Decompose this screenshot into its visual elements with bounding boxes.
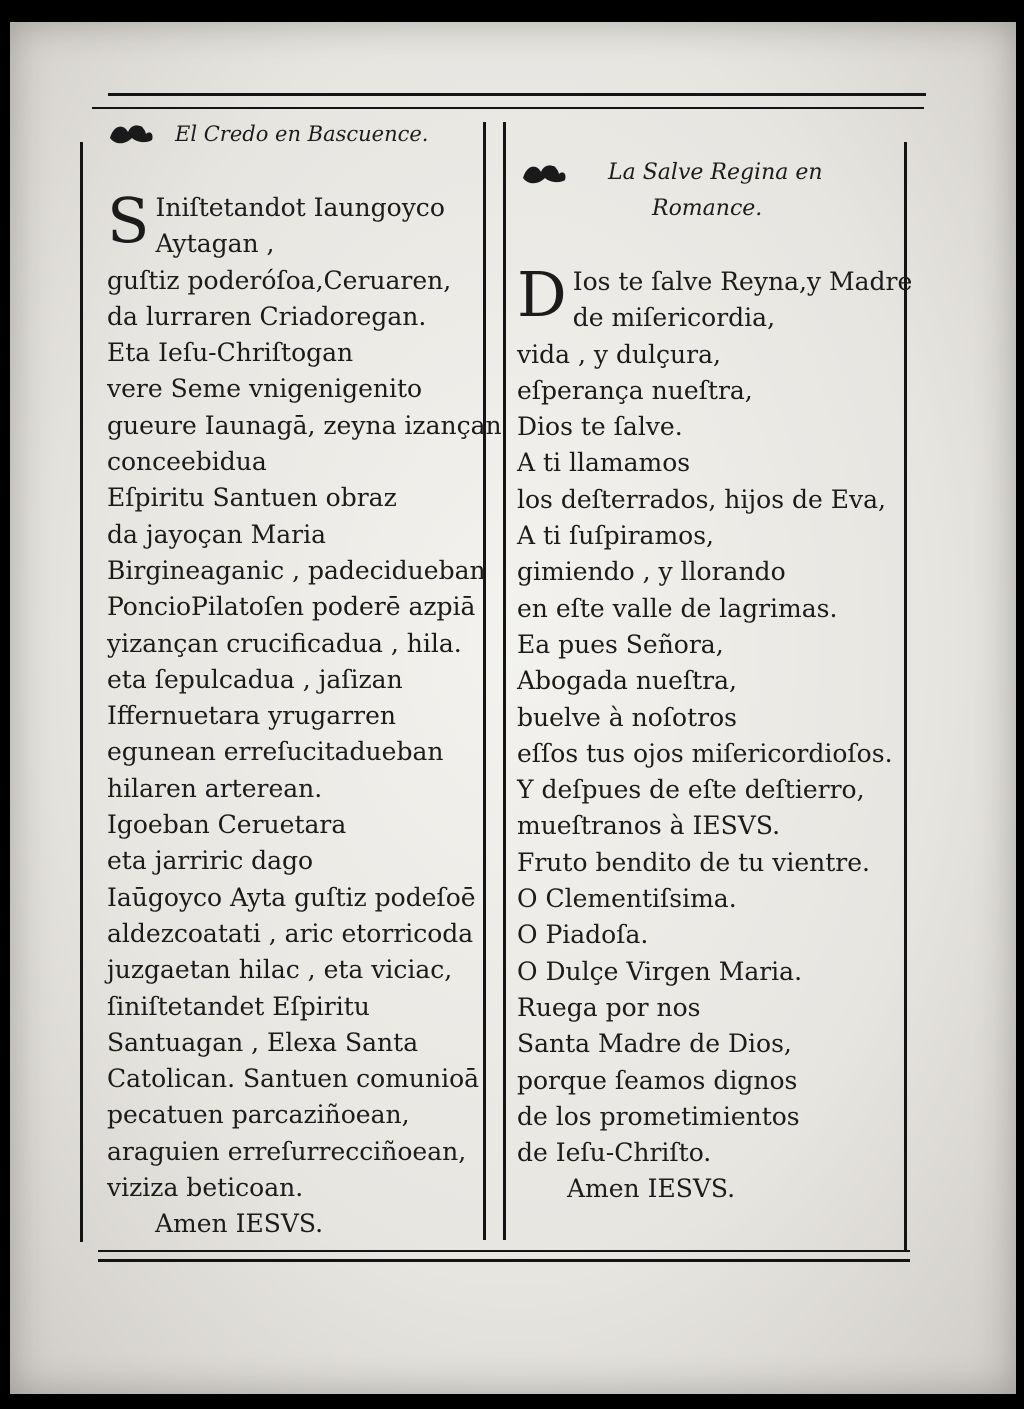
text-line: Y deſpues de eſte deſtierro,: [517, 775, 865, 805]
text-line: ſiniſtetandet Eſpiritu: [107, 991, 370, 1021]
text-line: viziza beticoan.: [107, 1173, 304, 1203]
text-line: da jayoçan Maria: [107, 519, 326, 549]
text-line: vere Seme vnigenigenito: [107, 374, 423, 404]
right-header-line1: La Salve Regina en: [608, 160, 823, 185]
right-second-line: de miſericordia,: [572, 303, 776, 333]
text-line: hilaren arterean.: [107, 773, 323, 803]
text-line: Dios te ſalve.: [517, 412, 683, 442]
text-line: Santa Madre de Dios,: [517, 1029, 792, 1059]
top-rule-outer: [108, 93, 926, 96]
text-line: gueure Iaunagā, zeyna izançan: [107, 410, 502, 440]
text-line: pecatuen parcaziñoean,: [107, 1100, 410, 1130]
text-line: juzgaetan hilac , eta viciac,: [107, 955, 453, 985]
text-line: gimiendo , y llorando: [517, 557, 786, 587]
left-amen: Amen IESVS.: [155, 1209, 324, 1239]
left-second-line: Aytagan ,: [155, 229, 275, 259]
text-line: eſperança nueſtra,: [517, 375, 753, 405]
bottom-rule-inner: [98, 1250, 910, 1252]
left-drop-cap: S: [107, 184, 150, 257]
text-line: eſſos tus ojos miſericordioſos.: [517, 738, 893, 768]
text-line: de Ieſu-Chriſto.: [517, 1138, 712, 1168]
text-line: Eta Ieſu-Chriſtogan: [107, 338, 354, 368]
text-line: Eſpiritu Santuen obraz: [107, 483, 397, 513]
right-column: [517, 258, 913, 1208]
left-frame-rule: [80, 142, 83, 1242]
text-line: en eſte valle de lagrimas.: [517, 593, 838, 623]
text-line: Santuagan , Elexa Santa: [107, 1027, 419, 1057]
right-first-paragraph: [517, 258, 913, 337]
right-drop-cap: D: [517, 258, 567, 331]
text-line: de los prometimientos: [517, 1101, 800, 1131]
left-first-paragraph: [107, 184, 502, 263]
text-line: vida , y dulçura,: [517, 339, 721, 369]
text-line: Iaūgoyco Ayta guſtiz podeſoē: [107, 882, 476, 912]
text-line: buelve à noſotros: [517, 702, 737, 732]
text-line: eta ſepulcadua , jaſizan: [107, 664, 403, 694]
text-line: Iffernuetara yrugarren: [107, 701, 397, 731]
text-line: O Clementiſsima.: [517, 884, 737, 914]
left-first-line: Iniſtetandot Iaungoyco: [155, 193, 445, 222]
fleuron-ornament-icon: [106, 118, 156, 148]
center-divider-rule-2: [503, 122, 506, 1240]
fleuron-ornament-icon: [519, 158, 569, 188]
text-line: aldezcoatati , aric etorricoda: [107, 918, 474, 948]
right-header-line2: Romance.: [652, 196, 763, 221]
text-line: PoncioPilatoſen poderē azpiā: [107, 592, 476, 622]
text-line: porque ſeamos dignos: [517, 1065, 798, 1095]
text-line: A ti ſuſpiramos,: [517, 521, 714, 551]
right-amen: Amen IESVS.: [567, 1174, 736, 1204]
left-column: [107, 184, 502, 1243]
text-line: egunean erreſucitadueban: [107, 737, 444, 767]
bottom-rule-outer: [98, 1259, 910, 1262]
left-header: El Credo en Bascuence.: [175, 122, 429, 146]
right-first-line: Ios te ſalve Reyna,y Madre: [572, 267, 913, 296]
text-line: A ti llamamos: [517, 448, 691, 478]
right-frame-rule: [904, 142, 907, 1252]
text-line: yizançan crucificadua , hila.: [107, 628, 462, 658]
text-line: eta jarriric dago: [107, 846, 314, 876]
text-line: Birgineaganic , padecidueban: [107, 555, 486, 585]
text-line: los deſterrados, hijos de Eva,: [517, 484, 886, 514]
text-line: O Dulçe Virgen Maria.: [517, 956, 803, 986]
text-line: Ea pues Señora,: [517, 629, 724, 659]
text-line: da lurraren Criadoregan.: [107, 301, 427, 331]
text-line: Igoeban Ceruetara: [107, 810, 347, 840]
text-line: Abogada nueſtra,: [517, 666, 737, 696]
text-line: Ruega por nos: [517, 992, 701, 1022]
text-line: conceebidua: [107, 447, 267, 477]
text-line: mueſtranos à IESVS.: [517, 811, 781, 841]
text-line: araguien erreſurrecciñoean,: [107, 1136, 467, 1166]
text-line: O Piadoſa.: [517, 920, 649, 950]
text-line: Fruto bendito de tu vientre.: [517, 847, 870, 877]
text-line: Catolican. Santuen comunioā: [107, 1064, 480, 1094]
top-rule-inner: [92, 107, 924, 109]
text-line: guſtiz poderóſoa,Ceruaren,: [107, 265, 452, 295]
